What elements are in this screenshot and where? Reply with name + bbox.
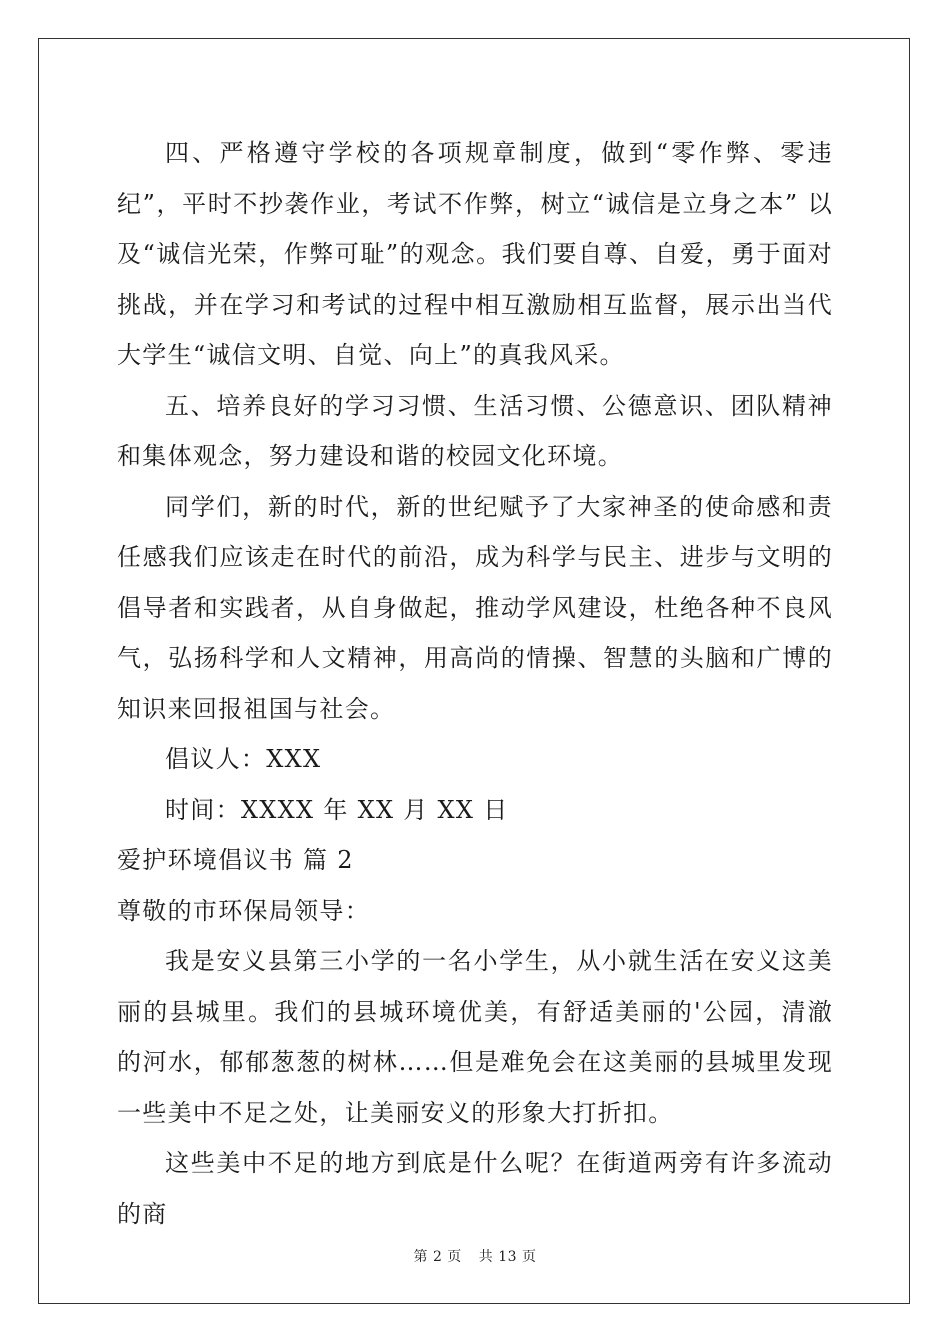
paragraph-rule-four: 四、严格遵守学校的各项规章制度，做到“零作弊、零违纪”，平时不抄袭作业，考试不作弊，树立“诚信是立身之本” 以及“诚信光荣，作弊可耻”的观念。我们要自尊、自爱，勇于面对挑战，并在学习和考试的过程中相互激励相互监督，展示出当代大学生“诚信文明、自觉、向上”的真我风采。 — [117, 139, 833, 369]
paragraph-introduction: 我是安义县第三小学的一名小学生，从小就生活在安义这美丽的县城里。我们的县城环境优美，有舒适美丽的'公园，清澈的河水，郁郁葱葱的树林……但是难免会在这美丽的县城里发现一些美中不足之处，让美丽安义的形象大打折扣。 — [117, 947, 833, 1127]
page-footer — [0, 1246, 950, 1266]
page-number: 第 2 页 — [413, 1249, 462, 1265]
paragraph-closing-appeal: 同学们，新的时代，新的世纪赋予了大家神圣的使命感和责任感我们应该走在时代的前沿，成为科学与民主、进步与文明的倡导者和实践者，从自身做起，推动学风建设，杜绝各种不良风气，弘扬科学和人文精神，用高尚的情操、智慧的头脑和广博的知识来回报祖国与社会。 — [117, 492, 833, 723]
salutation-line: 尊敬的市环保局领导： — [117, 896, 370, 925]
paragraph-rule-five: 五、培养良好的学习习惯、生活习惯、公德意识、团队精神和集体观念，努力建设和谐的校园文化环境。 — [117, 391, 833, 470]
paragraph-problem: 这些美中不足的地方到底是什么呢？在街道两旁有许多流动的商 — [117, 1149, 833, 1228]
section-heading: 爱护环境倡议书 篇 2 — [117, 846, 354, 874]
document-body — [117, 128, 833, 1239]
initiator-line: 倡议人：XXX — [165, 745, 322, 773]
date-line: 时间：XXXX 年 XX 月 XX 日 — [165, 795, 509, 824]
page-total: 共 13 页 — [478, 1249, 537, 1265]
